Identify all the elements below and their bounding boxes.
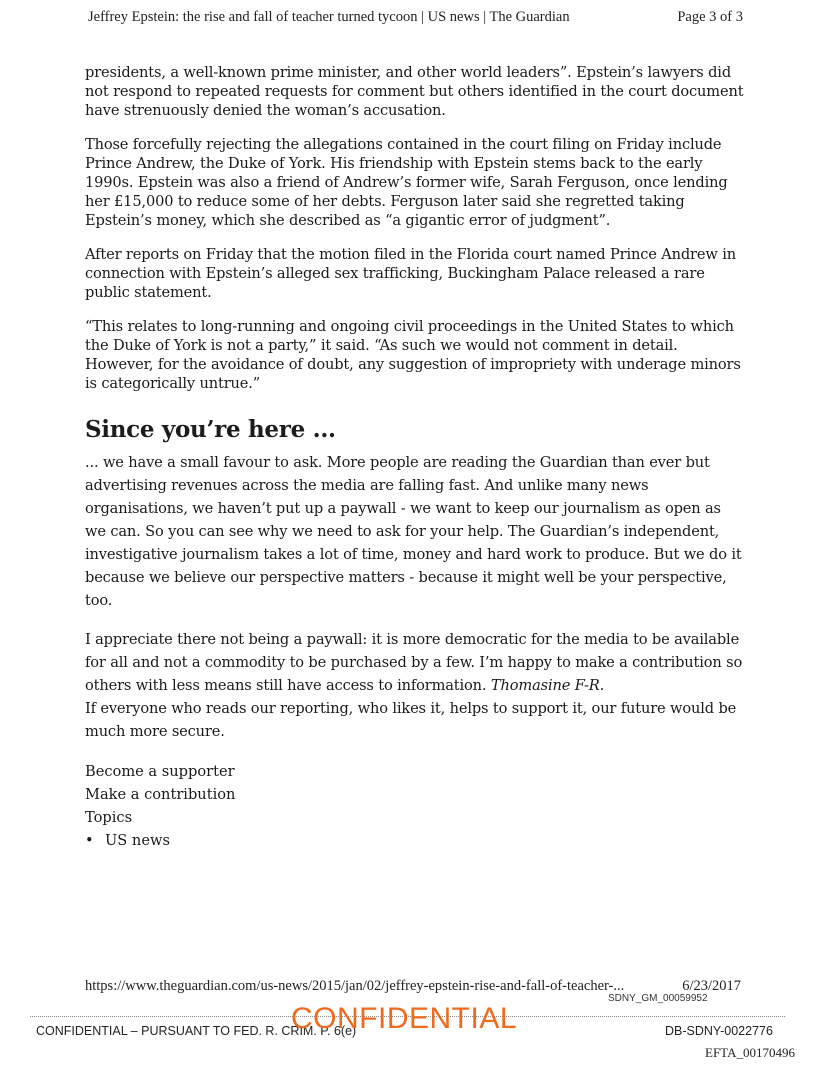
appeal-closing: If everyone who reads our reporting, who likes it, helps to support it, our future would be much more secure. bbox=[85, 700, 737, 740]
appeal-intro: ... we have a small favour to ask. More people are reading the Guardian than ever but advertising revenues across the media are falling fast. And unlike many news organisations, we haven’t put up a paywall - we want to keep our journalism as open as we can. So you can see why we need to ask for your help. The Guardian’s independent, investigative journalism takes a lot of time, money and hard work to produce. But we do it because we believe our perspective matters - because it might well be your perspective, too. bbox=[85, 454, 742, 609]
print-date: 6/23/2017 bbox=[682, 978, 741, 994]
topics-label: Topics bbox=[85, 809, 133, 826]
make-contribution-link[interactable]: Make a contribution bbox=[85, 786, 236, 803]
topic-us-news-link[interactable]: US news bbox=[105, 832, 170, 849]
support-links bbox=[85, 760, 235, 852]
since-heading: Since you’re here ... bbox=[85, 416, 336, 443]
article-body bbox=[85, 63, 745, 408]
confidential-stamp: CONFIDENTIAL bbox=[291, 1002, 518, 1035]
support-appeal bbox=[85, 451, 745, 743]
reader-quote-author: Thomasine F-R. bbox=[490, 677, 605, 694]
source-url: https://www.theguardian.com/us-news/2015/jan/02/jeffrey-epstein-rise-and-fall-of-teacher-... bbox=[85, 978, 625, 994]
reader-quote bbox=[85, 628, 745, 697]
bates-number: DB-SDNY-0022776 bbox=[665, 1024, 773, 1038]
article-paragraph: Those forcefully rejecting the allegations contained in the court filing on Friday include Prince Andrew, the Duke of York. His friendship with Epstein stems back to the early 1990s. Epstein was also a friend of Andrew’s former wife, Sarah Ferguson, once lending her £15,000 to reduce some of her debts. Ferguson later said she regretted taking Epstein’s money, which she described as “a gigantic error of judgment”. bbox=[85, 136, 728, 229]
print-header bbox=[88, 9, 743, 26]
article-paragraph: “This relates to long-running and ongoing civil proceedings in the United States to which the Duke of York is not a party,” it said. “As such we would not comment in detail. However, for the avoidance of doubt, any suggestion of impropriety with underage minors is categorically untrue.” bbox=[85, 318, 741, 392]
bates-number-small: SDNY_GM_00059952 bbox=[608, 993, 708, 1004]
confidential-notice: CONFIDENTIAL – PURSUANT TO FED. R. CRIM. P. 6(e) bbox=[36, 1024, 357, 1038]
efta-number: EFTA_00170496 bbox=[705, 1045, 795, 1060]
article-paragraph: presidents, a well-known prime minister, and other world leaders”. Epstein’s lawyers did not respond to repeated requests for comment but others identified in the court document have strenuously denied the woman’s accusation. bbox=[85, 64, 744, 119]
article-paragraph: After reports on Friday that the motion filed in the Florida court named Prince Andrew in connection with Epstein’s alleged sex trafficking, Buckingham Palace released a rare public statement. bbox=[85, 246, 736, 301]
become-supporter-link[interactable]: Become a supporter bbox=[85, 763, 235, 780]
page-number: Page 3 of 3 bbox=[677, 9, 743, 25]
bullet-icon: • bbox=[85, 832, 94, 849]
print-header-title: Jeffrey Epstein: the rise and fall of teacher turned tycoon | US news | The Guardian bbox=[88, 9, 570, 25]
reader-quote-text: I appreciate there not being a paywall: it is more democratic for the media to be available for all and not a commodity to be purchased by a few. I’m happy to make a contribution so others with less means still have access to information. bbox=[85, 631, 743, 694]
topic-list-item bbox=[85, 829, 235, 852]
